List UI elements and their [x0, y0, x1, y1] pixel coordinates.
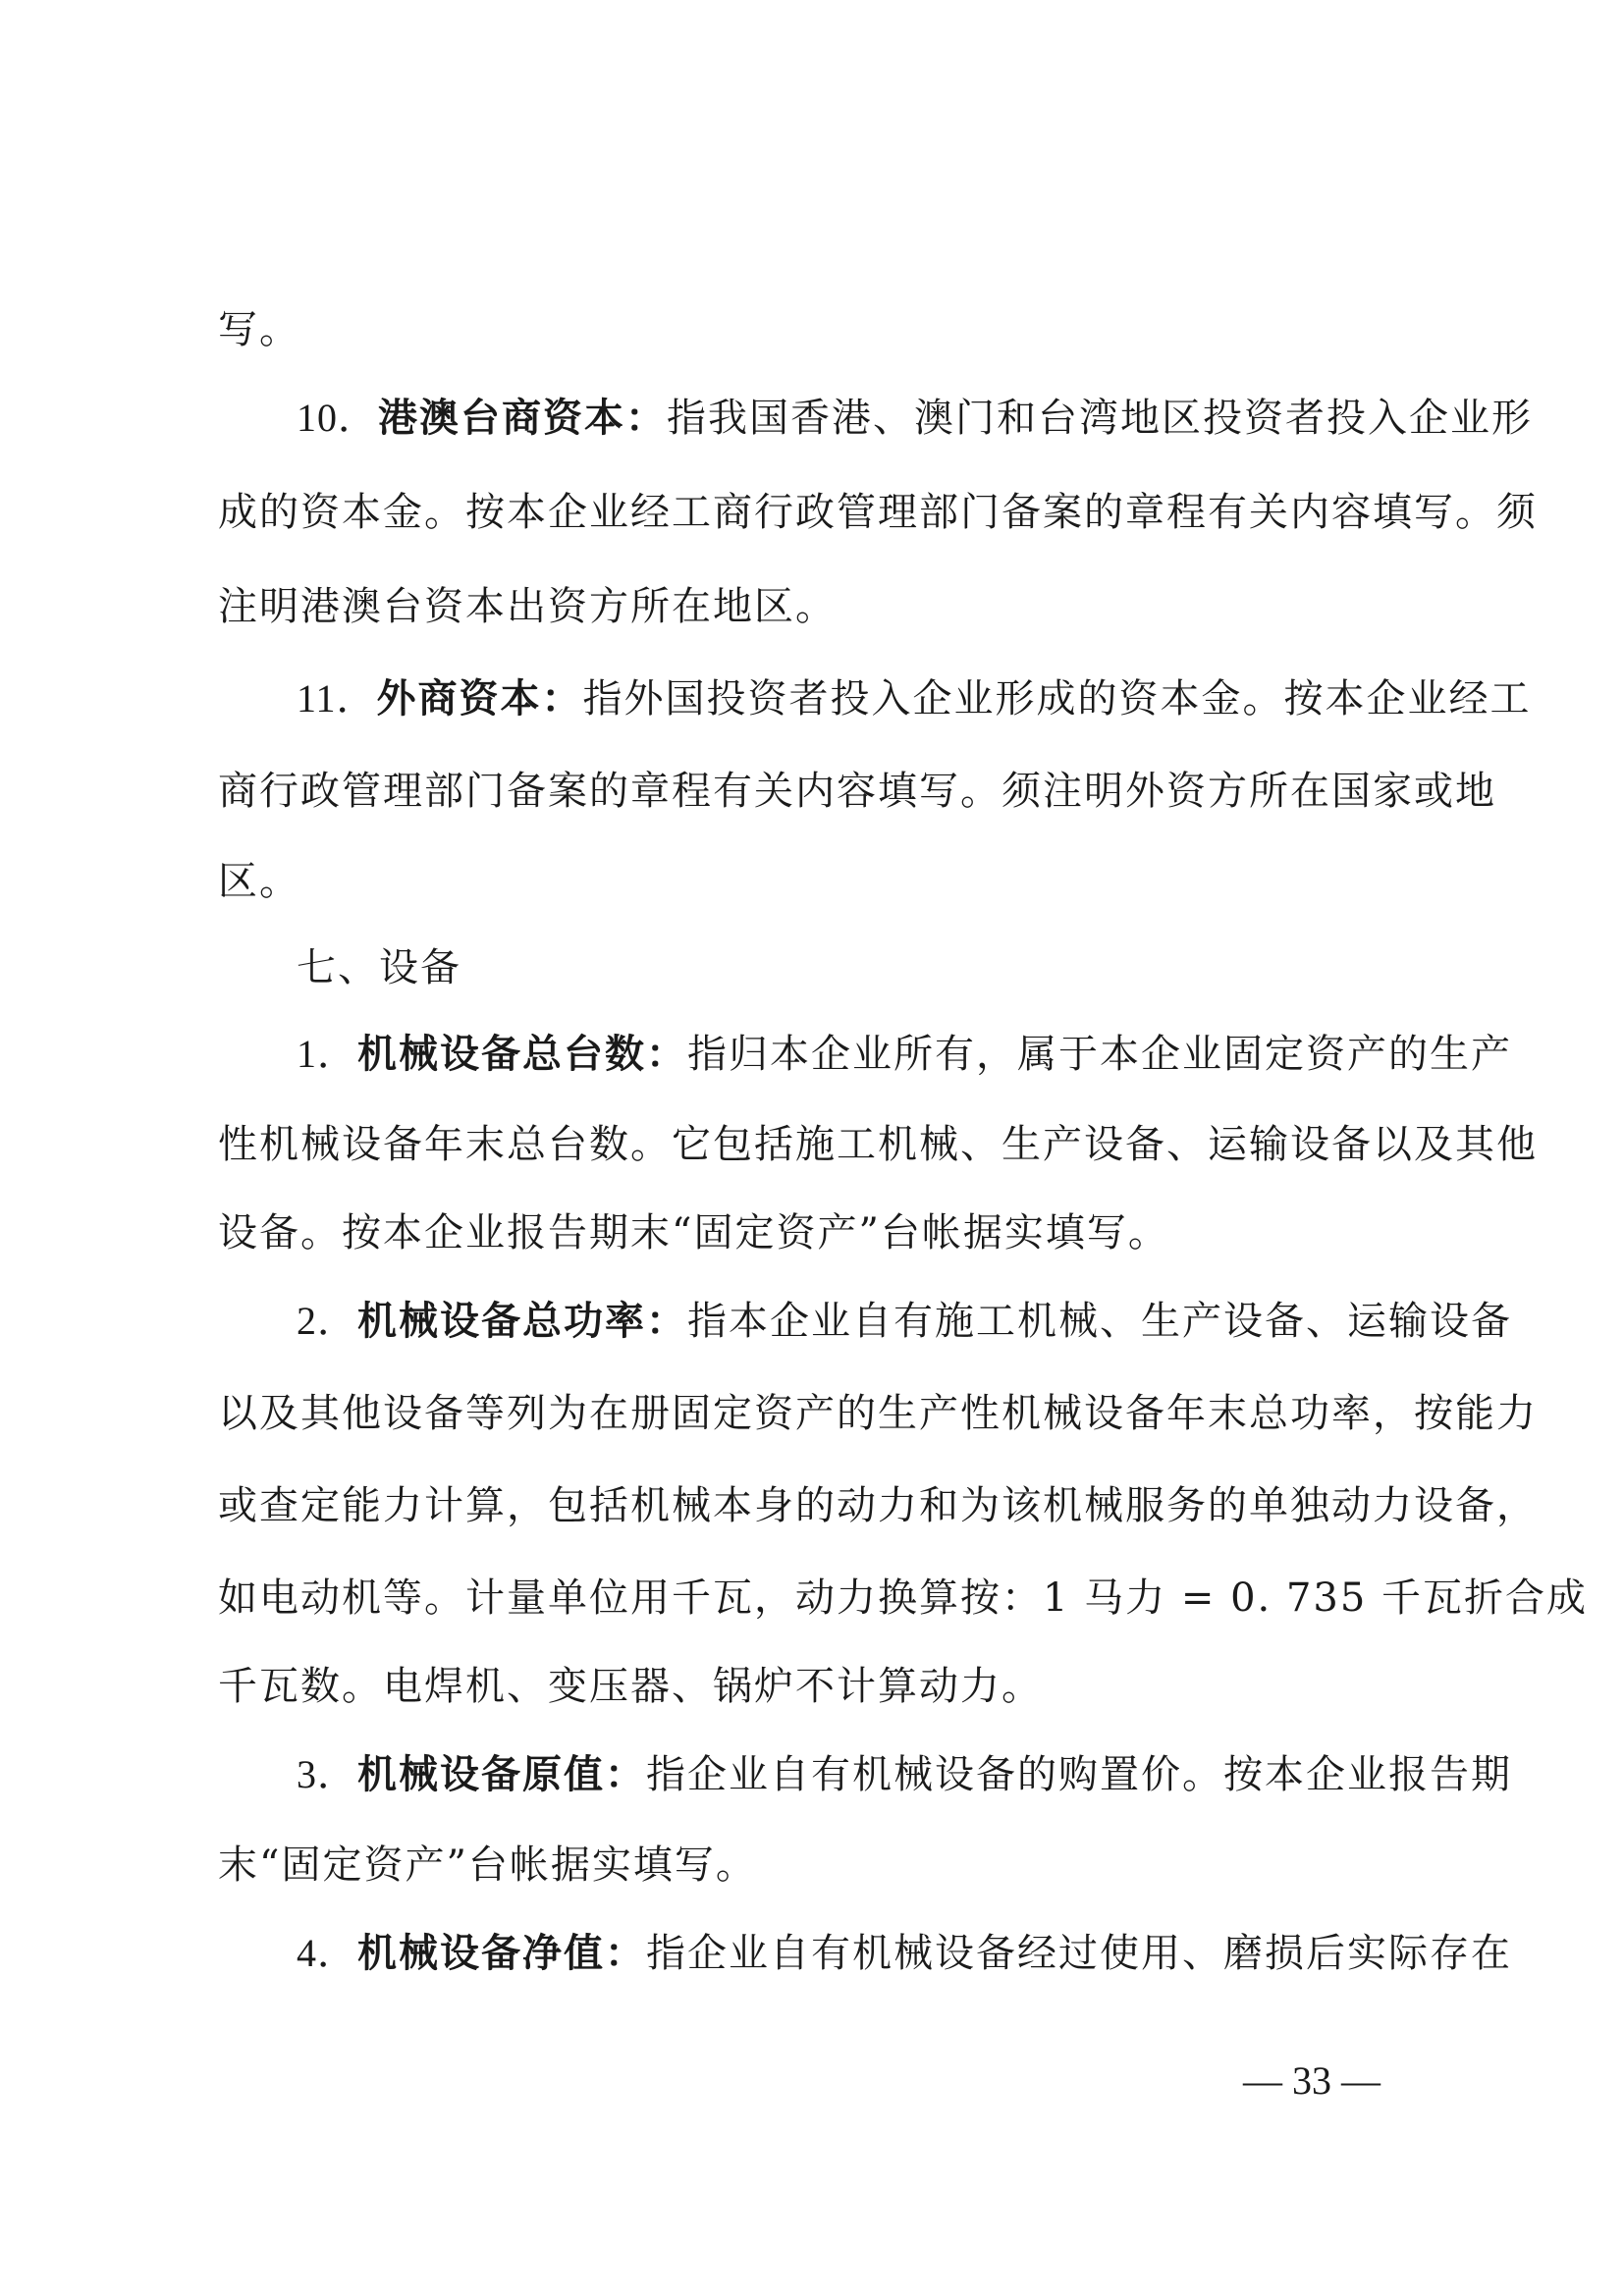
line-text: 设备。按本企业报告期末“固定资产”台帐据实填写。 — [218, 1210, 1169, 1255]
term-label: 机械设备总功率： — [357, 1299, 687, 1344]
page-number: — 33 — — [1243, 2058, 1380, 2103]
term-label: 机械设备净值： — [357, 1931, 646, 1976]
line-text: 千瓦数。电焊机、变压器、锅炉不计算动力。 — [218, 1664, 1043, 1709]
line-text: 末“固定资产”台帐据实填写。 — [218, 1842, 757, 1888]
line-text: 或查定能力计算，包括机械本身的动力和为该机械服务的单独动力设备， — [218, 1483, 1538, 1528]
line-text: 如电动机等。计量单位用千瓦，动力换算按：1 马力 = 0. 735 千瓦折合成 — [218, 1575, 1589, 1621]
line-text: 性机械设备年末总台数。它包括施工机械、生产设备、运输设备以及其他 — [218, 1122, 1538, 1167]
item-number: 11． — [297, 676, 377, 721]
line-text: 写。 — [218, 307, 300, 352]
line-text: 以及其他设备等列为在册固定资产的生产性机械设备年末总功率，按能力 — [218, 1391, 1538, 1436]
item-number: 10． — [297, 396, 378, 440]
line-text: 指企业自有机械设备的购置价。按本企业报告期 — [646, 1752, 1512, 1797]
paragraph-line — [218, 1209, 1435, 1256]
paragraph-line — [218, 1663, 1435, 1710]
item-10-heading-line — [297, 395, 1533, 442]
section-title: 七、设备 — [297, 945, 461, 990]
line-text: 指我国香港、澳门和台湾地区投资者投入企业形 — [667, 396, 1533, 441]
paragraph-line — [218, 306, 1435, 353]
line-text: 指企业自有机械设备经过使用、磨损后实际存在 — [646, 1931, 1512, 1976]
item-number: 3． — [297, 1752, 357, 1796]
line-text: 指本企业自有施工机械、生产设备、运输设备 — [687, 1299, 1512, 1344]
item-2-heading-line — [297, 1298, 1512, 1345]
paragraph-line — [218, 1121, 1538, 1168]
term-label: 外商资本： — [376, 676, 583, 721]
line-text: 商行政管理部门备案的章程有关内容填写。须注明外资方所在国家或地 — [218, 769, 1496, 814]
item-3-heading-line — [297, 1751, 1512, 1798]
paragraph-line — [218, 1842, 1435, 1889]
line-text: 注明港澳台资本出资方所在地区。 — [218, 584, 837, 629]
item-number: 2． — [297, 1299, 357, 1343]
paragraph-line — [218, 858, 1435, 905]
paragraph-line — [218, 1390, 1538, 1437]
term-label: 机械设备原值： — [357, 1752, 646, 1797]
section-heading — [297, 944, 1435, 991]
term-label: 机械设备总台数： — [357, 1032, 687, 1077]
item-1-heading-line — [297, 1031, 1512, 1078]
term-label: 港澳台商资本： — [378, 396, 667, 441]
item-number: 1． — [297, 1032, 357, 1076]
paragraph-line — [218, 1575, 1589, 1622]
item-4-heading-line — [297, 1930, 1512, 1977]
paragraph-line — [218, 768, 1496, 815]
paragraph-line — [218, 1482, 1538, 1529]
line-text: 成的资本金。按本企业经工商行政管理部门备案的章程有关内容填写。须 — [218, 490, 1538, 535]
item-number: 4． — [297, 1931, 357, 1975]
paragraph-line — [218, 583, 1435, 630]
item-11-heading-line — [297, 675, 1532, 722]
line-text: 区。 — [218, 859, 300, 904]
line-text: 指外国投资者投入企业形成的资本金。按本企业经工 — [582, 676, 1532, 721]
line-text: 指归本企业所有，属于本企业固定资产的生产 — [687, 1032, 1512, 1077]
paragraph-line — [218, 489, 1538, 536]
